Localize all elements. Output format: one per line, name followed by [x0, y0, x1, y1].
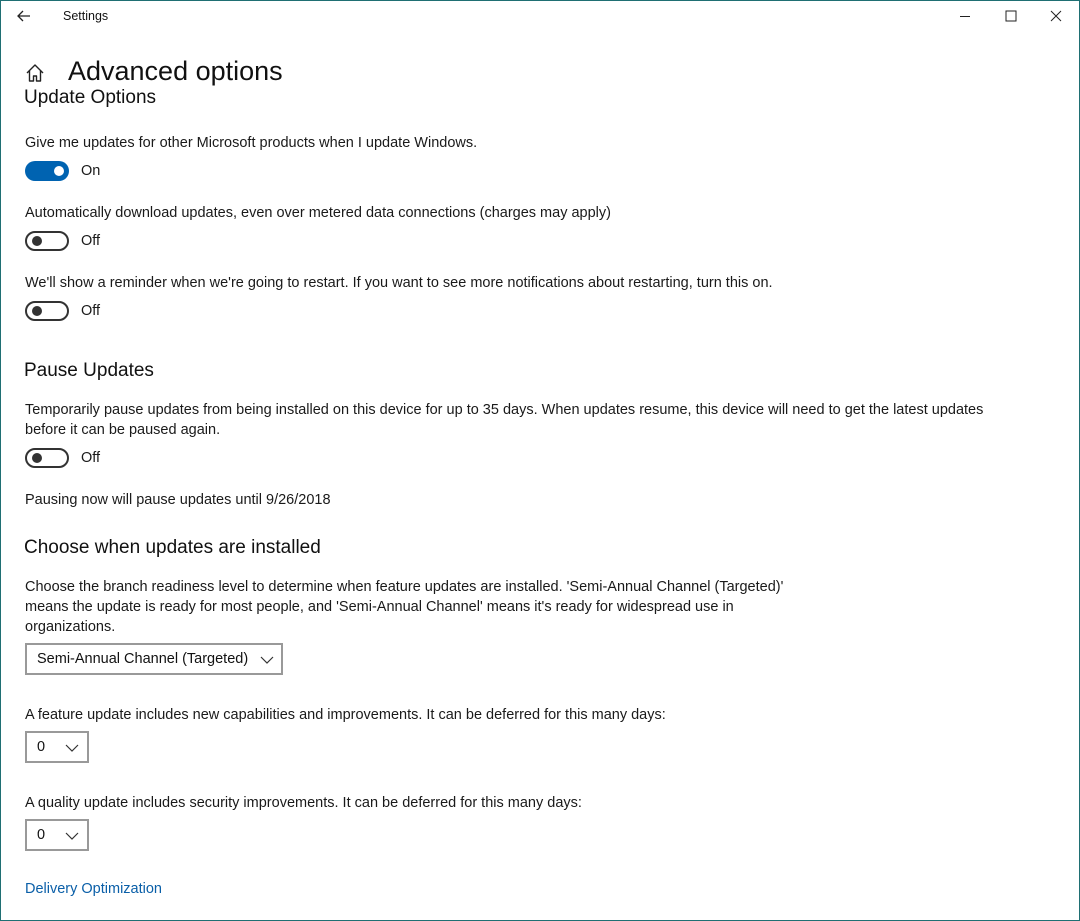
choose-when-heading: Choose when updates are installed [24, 537, 321, 558]
minimize-button[interactable] [942, 0, 988, 32]
maximize-icon [1005, 10, 1017, 22]
toggle-knob [32, 453, 42, 463]
metered-download-text: Automatically download updates, even over metered data connections (charges may apply) [25, 205, 611, 221]
quality-defer-value: 0 [37, 827, 46, 843]
update-options-heading-clip [24, 86, 324, 110]
app-title: Settings [63, 9, 109, 23]
home-icon [24, 62, 46, 84]
restart-reminder-toggle[interactable] [25, 301, 69, 321]
quality-defer-text: A quality update includes security improvements. It can be deferred for this many days: [25, 795, 582, 811]
pause-description-line2: before it can be paused again. [25, 422, 221, 438]
close-icon [1050, 10, 1062, 22]
branch-description-line2: means the update is ready for most people, and 'Semi-Annual Channel' means it's ready for widespread use in [25, 599, 734, 615]
chevron-down-icon [65, 831, 79, 841]
maximize-button[interactable] [988, 0, 1034, 32]
pause-description-line1: Temporarily pause updates from being installed on this device for up to 35 days. When updates resume, this device will need to get the latest updates [25, 402, 984, 418]
restart-reminder-state: Off [81, 303, 101, 319]
toggle-knob [32, 306, 42, 316]
back-button[interactable] [14, 6, 36, 26]
title-bar [0, 0, 1080, 32]
feature-defer-value: 0 [37, 739, 46, 755]
page-title: Advanced options [68, 56, 283, 86]
restart-reminder-text: We'll show a reminder when we're going to restart. If you want to see more notifications about restarting, turn this on. [25, 275, 773, 291]
pause-updates-state: Off [81, 450, 101, 466]
pause-until-note: Pausing now will pause updates until 9/26/2018 [25, 492, 331, 508]
quality-defer-select[interactable] [25, 819, 89, 851]
other-products-state: On [81, 163, 101, 179]
chevron-down-icon [65, 743, 79, 753]
delivery-optimization-link[interactable]: Delivery Optimization [25, 881, 162, 897]
feature-defer-text: A feature update includes new capabilities and improvements. It can be deferred for this many days: [25, 707, 666, 723]
other-products-toggle[interactable] [25, 161, 69, 181]
toggle-knob [32, 236, 42, 246]
branch-description-line3: organizations. [25, 619, 116, 635]
pause-updates-toggle[interactable] [25, 448, 69, 468]
metered-download-toggle[interactable] [25, 231, 69, 251]
back-arrow-icon [14, 6, 36, 26]
chevron-down-icon [260, 655, 274, 665]
other-products-text: Give me updates for other Microsoft products when I update Windows. [25, 135, 478, 151]
update-options-heading: Update Options [24, 87, 157, 108]
minimize-icon [959, 10, 971, 22]
feature-defer-select[interactable] [25, 731, 89, 763]
metered-download-state: Off [81, 233, 101, 249]
toggle-knob [54, 166, 64, 176]
home-button[interactable] [24, 62, 46, 84]
branch-readiness-value: Semi-Annual Channel (Targeted) [37, 651, 249, 667]
branch-description-line1: Choose the branch readiness level to determine when feature updates are installed. 'Semi-Annual Channel (Targeted)' [25, 579, 784, 595]
branch-readiness-select[interactable] [25, 643, 283, 675]
close-button[interactable] [1033, 0, 1079, 32]
pause-updates-heading: Pause Updates [24, 360, 154, 381]
